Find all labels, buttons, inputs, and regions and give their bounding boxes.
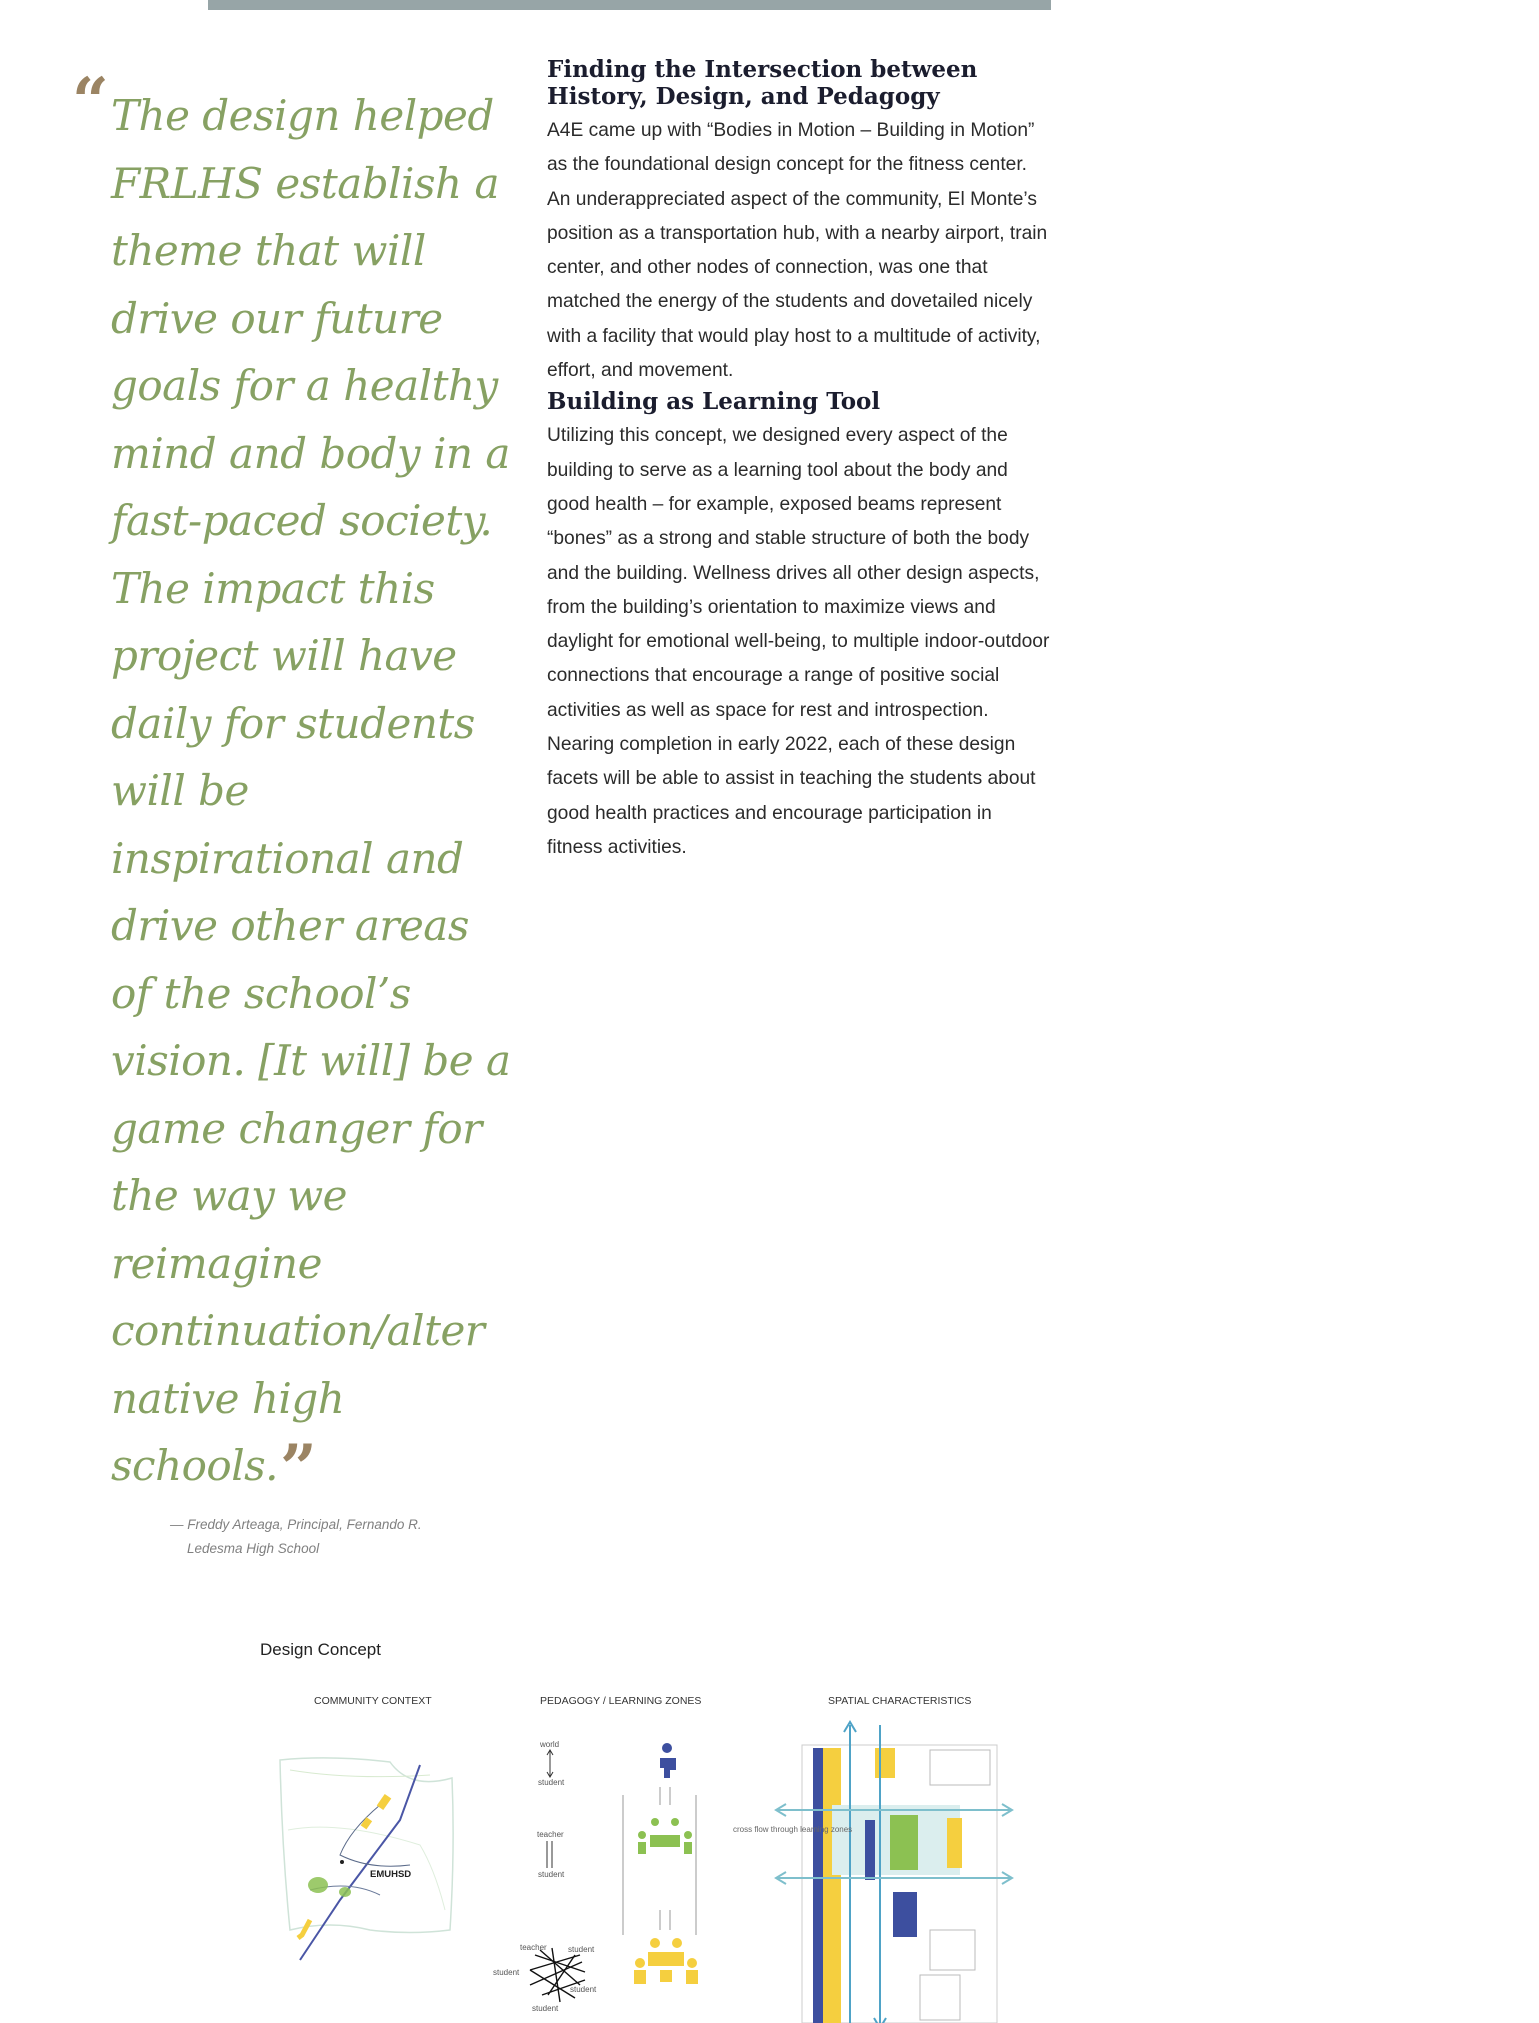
attribution-line-2: Ledesma High School (187, 1541, 320, 1556)
community-context-map (280, 1758, 453, 1960)
svg-text:student: student (538, 1870, 565, 1879)
emuhsd-label: EMUHSD (370, 1869, 412, 1880)
top-rule (208, 0, 1051, 10)
panel-label-spatial: SPATIAL CHARACTERISTICS (828, 1695, 972, 1707)
svg-text:student: student (538, 1778, 565, 1787)
svg-text:student: student (532, 2004, 559, 2013)
close-quote-mark: ” (280, 1431, 317, 1506)
quote-text (111, 82, 551, 1506)
section-heading-learning-tool: Building as Learning Tool (547, 388, 881, 416)
panel-label-pedagogy: PEDAGOGY / LEARNING ZONES (540, 1695, 702, 1707)
panel-label-community: COMMUNITY CONTEXT (314, 1695, 432, 1707)
quote-attribution (170, 1513, 460, 1561)
svg-text:world: world (540, 1740, 560, 1749)
section-heading-history: Finding the Intersection between History, Design, and Pedagogy (547, 56, 978, 110)
svg-text:student: student (493, 1968, 520, 1977)
quote-body: The design helped FRLHS establish a theme that will drive our future goals for a healthy mind and body in a fast-paced society. The impact this project will have daily for students will be inspirational and drive other areas of the school’s vision. [It will] be a game changer for the way we reimagine continuation/alter native high schools. (111, 91, 511, 1490)
svg-text:teacher: teacher (520, 1943, 547, 1952)
svg-text:student: student (570, 1985, 597, 1994)
article-column (547, 56, 1052, 865)
spatial-diagram (733, 1722, 1012, 2023)
cross-flow-label: cross flow through learning zones (733, 1825, 853, 1834)
open-quote-mark: “ (72, 64, 109, 139)
pedagogy-diagram (493, 1740, 698, 2013)
design-concept-diagram (230, 1630, 1050, 2023)
figure-title: Design Concept (260, 1640, 381, 1659)
section-body-learning-tool: Utilizing this concept, we designed every aspect of the building to serve as a learning tool about the body and good health – for example, exposed beams represent “bones” as a strong and stable structure of both the body and the building. Wellness drives all other design aspects, from the building’s orientation to maximize views and daylight for emotional well-being, to multiple indoor-outdoor connections that encourage a range of positive social activities as well as space for rest and introspection. Nearing completion in early 2022, each of these design facets will be able to assist in teaching the students about good health practices and encourage participation in fitness activities. (547, 425, 1050, 858)
svg-text:teacher: teacher (537, 1830, 564, 1839)
attribution-line-1: — Freddy Arteaga, Principal, Fernando R. (170, 1517, 422, 1532)
svg-text:student: student (568, 1945, 595, 1954)
design-concept-figure (230, 1630, 1050, 2023)
section-body-history: A4E came up with “Bodies in Motion – Building in Motion” as the foundational design concept for the fitness center. An underappreciated aspect of the community, El Monte’s position as a transportation hub, with a nearby airport, train center, and other nodes of connection, was one that matched the energy of the students and dovetailed nicely with a facility that would play host to a multitude of activity, effort, and movement. (547, 120, 1048, 382)
